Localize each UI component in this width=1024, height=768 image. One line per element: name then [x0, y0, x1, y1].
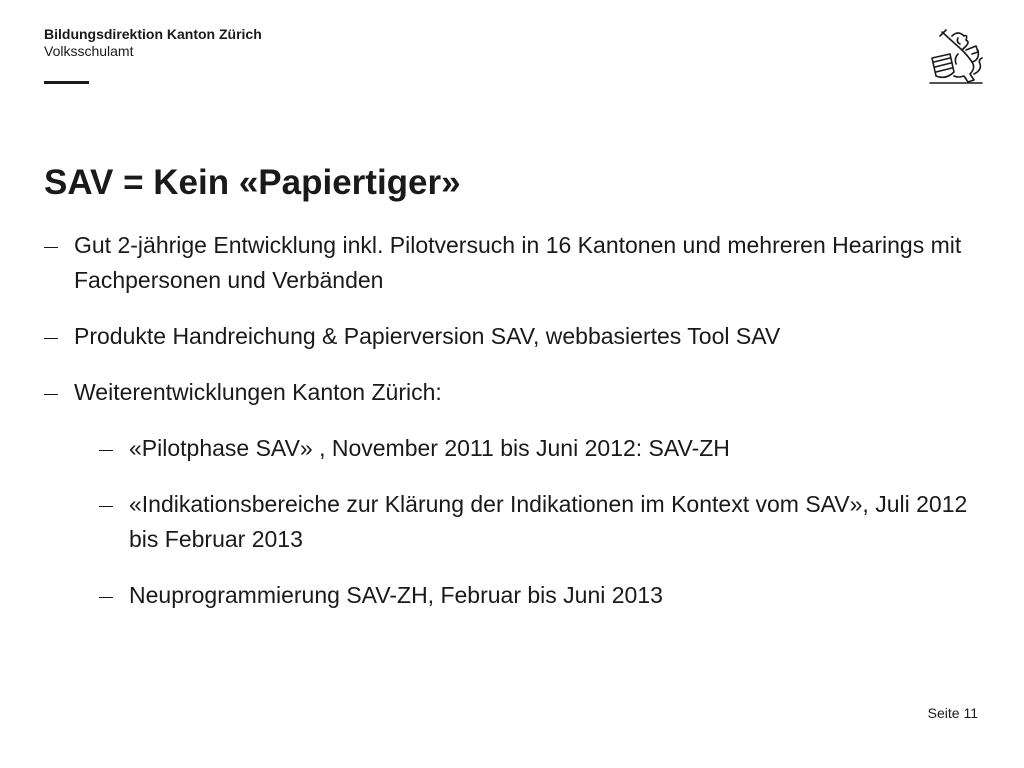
header-rule: [44, 81, 89, 84]
bullet-item: [44, 375, 984, 410]
department-name: Volksschulamt: [44, 43, 134, 59]
page-number: Seite 11: [927, 705, 978, 721]
bullet-text: Weiterentwicklungen Kanton Zürich:: [74, 379, 442, 405]
sub-bullet-item: [99, 578, 984, 613]
bullet-text: Produkte Handreichung & Papierversion SAV, webbasiertes Tool SAV: [74, 323, 781, 349]
sub-bullet-item: [99, 431, 984, 466]
slide-title: SAV = Kein «Papiertiger»: [44, 163, 461, 202]
sub-bullet-item: [99, 487, 984, 557]
organization-header: [44, 26, 262, 60]
bullet-text: «Indikationsbereiche zur Klärung der Indikationen im Kontext vom SAV», Juli 2012 bis Februar 2013: [129, 491, 968, 552]
zurich-lion-crest-icon: [928, 28, 984, 86]
organization-name: Bildungsdirektion Kanton Zürich: [44, 26, 262, 42]
bullet-item: [44, 228, 984, 298]
bullet-text: Neuprogrammierung SAV-ZH, Februar bis Juni 2013: [129, 582, 663, 608]
bullet-text: «Pilotphase SAV» , November 2011 bis Juni 2012: SAV-ZH: [129, 435, 730, 461]
bullet-item: [44, 319, 984, 354]
bullet-list: [44, 228, 984, 634]
bullet-text: Gut 2-jährige Entwicklung inkl. Pilotversuch in 16 Kantonen und mehreren Hearings mit Fachpersonen und Verbänden: [74, 232, 962, 293]
